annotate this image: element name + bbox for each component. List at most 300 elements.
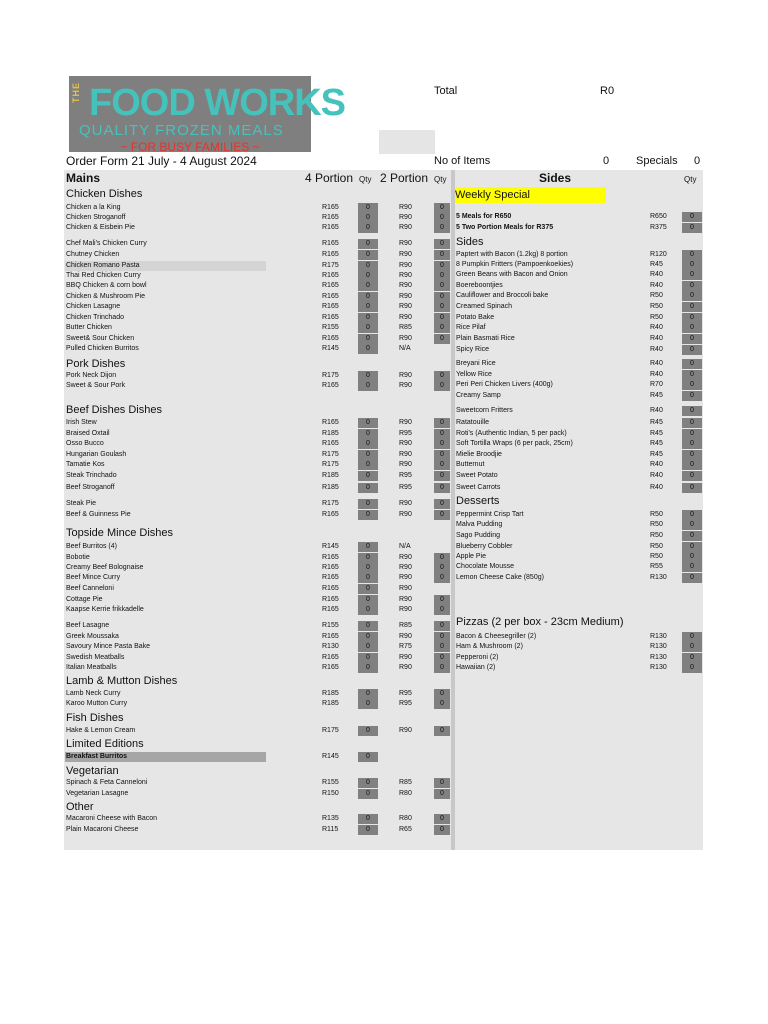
qty-input[interactable]: 0 xyxy=(682,250,702,260)
price: R40 xyxy=(650,335,663,342)
qty-input[interactable]: 0 xyxy=(682,439,702,449)
item-name: 5 Two Portion Meals for R375 xyxy=(456,224,554,231)
menu-row xyxy=(66,371,452,381)
side-row xyxy=(456,291,702,301)
item-name: Lamb Neck Curry xyxy=(66,690,121,697)
item-name: Osso Bucco xyxy=(66,440,104,447)
qty-2-portion-input[interactable]: 0 xyxy=(434,621,450,631)
qty-4-portion-input[interactable]: 0 xyxy=(358,371,378,381)
item-name: Pepperoni (2) xyxy=(456,654,499,661)
qty-4-portion-input[interactable]: 0 xyxy=(358,584,378,594)
side-row xyxy=(456,391,702,401)
qty-4-portion-input[interactable]: 0 xyxy=(358,323,378,333)
menu-row xyxy=(66,313,452,323)
price: R50 xyxy=(650,521,663,528)
menu-row xyxy=(66,510,452,520)
qty-input[interactable]: 0 xyxy=(682,450,702,460)
price: R40 xyxy=(650,407,663,414)
price-2-portion: R90 xyxy=(399,372,412,379)
mains-section-heading: Beef Dishes Dishes xyxy=(66,404,162,416)
qty-4-portion-input[interactable]: 0 xyxy=(358,261,378,271)
price-4-portion: R165 xyxy=(322,240,339,247)
qty-2-portion-input[interactable]: 0 xyxy=(434,726,450,736)
item-name: Italian Meatballs xyxy=(66,664,117,671)
qty-input[interactable]: 0 xyxy=(682,552,702,562)
item-name: Chicken & Eisbein Pie xyxy=(66,224,135,231)
side-row xyxy=(456,531,702,541)
qty-4-portion-input[interactable]: 0 xyxy=(358,203,378,213)
mains-section-heading: Other xyxy=(66,801,94,813)
qty-2-portion-input[interactable]: 0 xyxy=(434,573,450,583)
mains-section-heading: Fish Dishes xyxy=(66,712,124,724)
item-name: Breakfast Burritos xyxy=(66,753,128,760)
qty-2-portion-input[interactable]: 0 xyxy=(434,213,450,223)
menu-row xyxy=(66,563,452,573)
item-name: Beef Stroganoff xyxy=(66,484,115,491)
price-2-portion: R95 xyxy=(399,472,412,479)
qty-2-portion-input[interactable]: 0 xyxy=(434,778,450,788)
price: R50 xyxy=(650,292,663,299)
item-name: Malva Pudding xyxy=(456,521,503,528)
qty-4-portion-input[interactable]: 0 xyxy=(358,250,378,260)
qty-input[interactable]: 0 xyxy=(682,212,702,222)
price-2-portion: R90 xyxy=(399,500,412,507)
price-4-portion: R165 xyxy=(322,633,339,640)
price-2-portion: N/A xyxy=(399,345,411,352)
side-row xyxy=(456,345,702,355)
price-2-portion: R90 xyxy=(399,303,412,310)
price-2-portion: R90 xyxy=(399,451,412,458)
price: R45 xyxy=(650,419,663,426)
logo-the: THE xyxy=(71,82,81,103)
price-4-portion: R165 xyxy=(322,511,339,518)
price-4-portion: R165 xyxy=(322,272,339,279)
qty-2-portion-input[interactable]: 0 xyxy=(434,203,450,213)
side-row xyxy=(456,281,702,291)
item-name: Bobotie xyxy=(66,554,90,561)
price-4-portion: R165 xyxy=(322,204,339,211)
qty-4-portion-input[interactable]: 0 xyxy=(358,563,378,573)
qty-2-portion-input[interactable]: 0 xyxy=(434,281,450,291)
qty-input[interactable]: 0 xyxy=(682,531,702,541)
price-2-portion: R85 xyxy=(399,779,412,786)
mains-section-heading: Vegetarian xyxy=(66,765,119,777)
qty-4-portion-input[interactable]: 0 xyxy=(358,595,378,605)
qty-input[interactable]: 0 xyxy=(682,562,702,572)
qty-4-portion-input[interactable]: 0 xyxy=(358,752,378,762)
item-name: Ham & Mushroom (2) xyxy=(456,643,523,650)
item-name: Ratatouille xyxy=(456,419,490,426)
qty-2-portion-input[interactable]: 0 xyxy=(434,605,450,615)
qty-4-portion-input[interactable]: 0 xyxy=(358,542,378,552)
qty-2-portion-input[interactable]: 0 xyxy=(434,439,450,449)
menu-row xyxy=(66,323,452,333)
price-4-portion: R150 xyxy=(322,790,339,797)
menu-row xyxy=(66,271,452,281)
price-2-portion: R80 xyxy=(399,815,412,822)
qty-4-portion-input[interactable]: 0 xyxy=(358,663,378,673)
qty-2-portion-input[interactable]: 0 xyxy=(434,689,450,699)
menu-row xyxy=(66,584,452,594)
qty-4-portion-input[interactable]: 0 xyxy=(358,573,378,583)
qty-input[interactable]: 0 xyxy=(682,313,702,323)
price-4-portion: R165 xyxy=(322,335,339,342)
qty-input[interactable]: 0 xyxy=(682,334,702,344)
qty-4-portion-input[interactable]: 0 xyxy=(358,271,378,281)
item-name: Beef & Guinness Pie xyxy=(66,511,131,518)
qty-input[interactable]: 0 xyxy=(682,370,702,380)
item-name: Sweetcorn Fritters xyxy=(456,407,513,414)
mains-section-heading: Limited Editions xyxy=(66,738,144,750)
item-name: Chef Mali's Chicken Curry xyxy=(66,240,147,247)
item-name: Peppermint Crisp Tart xyxy=(456,511,524,518)
total-label: Total xyxy=(434,85,458,97)
price-2-portion: R90 xyxy=(399,633,412,640)
qty-4-portion-input[interactable]: 0 xyxy=(358,213,378,223)
qty-4-portion-input[interactable]: 0 xyxy=(358,460,378,470)
mains-section-heading: Lamb & Mutton Dishes xyxy=(66,675,178,687)
item-name: Sweet Carrots xyxy=(456,484,501,491)
qty-2-portion-input[interactable]: 0 xyxy=(434,499,450,509)
side-row xyxy=(456,406,702,416)
qty-4-portion-input[interactable]: 0 xyxy=(358,450,378,460)
price-4-portion: R165 xyxy=(322,664,339,671)
qty-input[interactable]: 0 xyxy=(682,302,702,312)
sides-section-heading: Desserts xyxy=(456,495,500,507)
qty-4-portion-input[interactable]: 0 xyxy=(358,471,378,481)
qty-heading-sides: Qty xyxy=(684,175,697,184)
item-name: Chicken Trinchado xyxy=(66,314,124,321)
side-row xyxy=(456,323,702,333)
item-name: Apple Pie xyxy=(456,553,486,560)
price-2-portion: R90 xyxy=(399,251,412,258)
qty-4-portion-input[interactable]: 0 xyxy=(358,281,378,291)
qty-2-portion-input[interactable]: 0 xyxy=(434,313,450,323)
item-name: Thai Red Chicken Curry xyxy=(66,272,141,279)
price-2-portion: R90 xyxy=(399,461,412,468)
price-2-portion: R90 xyxy=(399,664,412,671)
menu-row xyxy=(66,381,452,391)
qty-input[interactable]: 0 xyxy=(682,281,702,291)
side-row xyxy=(456,302,702,312)
price: R45 xyxy=(650,440,663,447)
qty-input[interactable]: 0 xyxy=(682,573,702,583)
qty-2-portion-input[interactable]: 0 xyxy=(434,642,450,652)
qty-input[interactable]: 0 xyxy=(682,483,702,493)
price-2-portion: R85 xyxy=(399,324,412,331)
menu-row xyxy=(66,553,452,563)
qty-4-portion-input[interactable]: 0 xyxy=(358,699,378,709)
qty-input[interactable]: 0 xyxy=(682,642,702,652)
qty-4-portion-input[interactable]: 0 xyxy=(358,632,378,642)
menu-row xyxy=(66,789,452,799)
qty-input[interactable]: 0 xyxy=(682,653,702,663)
item-name: Pork Neck Dijon xyxy=(66,372,117,379)
price-4-portion: R165 xyxy=(322,596,339,603)
item-name: Yellow Rice xyxy=(456,371,492,378)
qty-4-portion-input[interactable]: 0 xyxy=(358,483,378,493)
price-4-portion: R165 xyxy=(322,554,339,561)
price: R40 xyxy=(650,282,663,289)
side-row xyxy=(456,212,702,222)
price: R40 xyxy=(650,346,663,353)
price: R120 xyxy=(650,251,667,258)
item-name: Potato Bake xyxy=(456,314,495,321)
qty-2-portion-input[interactable]: 0 xyxy=(434,553,450,563)
qty-input[interactable]: 0 xyxy=(682,260,702,270)
item-name: Breyani Rice xyxy=(456,360,496,367)
price-2-portion: R90 xyxy=(399,727,412,734)
price-4-portion: R175 xyxy=(322,451,339,458)
qty-2-portion-input[interactable]: 0 xyxy=(434,563,450,573)
price-4-portion: R135 xyxy=(322,815,339,822)
side-row xyxy=(456,542,702,552)
qty-4-portion-input[interactable]: 0 xyxy=(358,223,378,233)
menu-row xyxy=(66,653,452,663)
sides-section-heading: Pizzas (2 per box - 23cm Medium) xyxy=(456,616,624,628)
qty-4-portion-input[interactable]: 0 xyxy=(358,344,378,354)
qty-input[interactable]: 0 xyxy=(682,323,702,333)
price-4-portion: R165 xyxy=(322,293,339,300)
price-2-portion: R90 xyxy=(399,224,412,231)
price-2-portion: R90 xyxy=(399,585,412,592)
menu-row xyxy=(66,621,452,631)
price: R40 xyxy=(650,360,663,367)
side-row xyxy=(456,429,702,439)
qty-2-portion-input[interactable]: 0 xyxy=(434,825,450,835)
qty-input[interactable]: 0 xyxy=(682,359,702,369)
item-name: Creamy Beef Bolognaise xyxy=(66,564,144,571)
qty-input[interactable]: 0 xyxy=(682,632,702,642)
qty-2-portion-input[interactable]: 0 xyxy=(434,418,450,428)
qty-2-portion-input[interactable]: 0 xyxy=(434,261,450,271)
qty-2-portion-input[interactable]: 0 xyxy=(434,271,450,281)
qty-input[interactable]: 0 xyxy=(682,291,702,301)
qty-input[interactable]: 0 xyxy=(682,520,702,530)
qty-2-portion-input[interactable]: 0 xyxy=(434,632,450,642)
side-row xyxy=(456,334,702,344)
menu-row xyxy=(66,642,452,652)
price-2-portion: R90 xyxy=(399,554,412,561)
qty-2-portion-input[interactable]: 0 xyxy=(434,292,450,302)
qty-2-portion-input[interactable]: 0 xyxy=(434,429,450,439)
qty-4-portion-input[interactable]: 0 xyxy=(358,653,378,663)
qty-4-portion-input[interactable]: 0 xyxy=(358,689,378,699)
qty-4-portion-input[interactable]: 0 xyxy=(358,778,378,788)
item-name: Irish Stew xyxy=(66,419,97,426)
item-name: BBQ Chicken & corn bowl xyxy=(66,282,147,289)
qty-4-portion-input[interactable]: 0 xyxy=(358,439,378,449)
qty-2-portion-input[interactable]: 0 xyxy=(434,663,450,673)
qty-2-portion-input[interactable]: 0 xyxy=(434,595,450,605)
item-name: Creamed Spinach xyxy=(456,303,513,310)
item-name: Vegetarian Lasagne xyxy=(66,790,129,797)
side-row xyxy=(456,632,702,642)
item-name: Hake & Lemon Cream xyxy=(66,727,136,734)
qty-2-portion-input[interactable]: 0 xyxy=(434,483,450,493)
price-4-portion: R165 xyxy=(322,282,339,289)
price: R55 xyxy=(650,563,663,570)
qty-input[interactable]: 0 xyxy=(682,391,702,401)
qty-4-portion-input[interactable]: 0 xyxy=(358,418,378,428)
qty-2-portion-input[interactable]: 0 xyxy=(434,699,450,709)
price-4-portion: R155 xyxy=(322,779,339,786)
item-name: Savoury Mince Pasta Bake xyxy=(66,643,151,650)
qty-2-portion-input[interactable]: 0 xyxy=(434,302,450,312)
qty-2-portion-input[interactable]: 0 xyxy=(434,381,450,391)
price-2-portion: R90 xyxy=(399,262,412,269)
price-4-portion: R165 xyxy=(322,585,339,592)
qty-2-portion-input[interactable]: 0 xyxy=(434,450,450,460)
price-2-portion: R90 xyxy=(399,511,412,518)
price: R45 xyxy=(650,451,663,458)
qty-4-portion-input[interactable]: 0 xyxy=(358,334,378,344)
items-count: 0 xyxy=(603,155,610,167)
qty-4-portion-input[interactable]: 0 xyxy=(358,605,378,615)
qty-input[interactable]: 0 xyxy=(682,471,702,481)
price-2-portion: R90 xyxy=(399,335,412,342)
price-2-portion: R85 xyxy=(399,622,412,629)
qty-input[interactable]: 0 xyxy=(682,380,702,390)
price: R50 xyxy=(650,303,663,310)
qty-2-portion-input[interactable]: 0 xyxy=(434,789,450,799)
menu-row xyxy=(66,663,452,673)
qty-4-portion-input[interactable]: 0 xyxy=(358,825,378,835)
price-4-portion: R175 xyxy=(322,262,339,269)
menu-row xyxy=(66,344,452,354)
item-name: Steak Pie xyxy=(66,500,96,507)
price: R50 xyxy=(650,543,663,550)
qty-4-portion-input[interactable]: 0 xyxy=(358,814,378,824)
qty-input[interactable]: 0 xyxy=(682,418,702,428)
qty-input[interactable]: 0 xyxy=(682,406,702,416)
qty-4-portion-input[interactable]: 0 xyxy=(358,499,378,509)
qty-2-portion-input[interactable]: 0 xyxy=(434,223,450,233)
item-name: Paptert with Bacon (1.2kg) 8 portion xyxy=(456,251,568,258)
qty-2-portion-input[interactable]: 0 xyxy=(434,814,450,824)
item-name: Kaapse Kerrie frikkadelle xyxy=(66,606,144,613)
price-4-portion: R175 xyxy=(322,500,339,507)
menu-row xyxy=(66,429,452,439)
qty-4-portion-input[interactable]: 0 xyxy=(358,642,378,652)
qty-4-portion-input[interactable]: 0 xyxy=(358,726,378,736)
qty-input[interactable]: 0 xyxy=(682,460,702,470)
mains-section-heading: Pork Dishes xyxy=(66,358,126,370)
qty-2-portion-input[interactable]: 0 xyxy=(434,471,450,481)
price-2-portion: R90 xyxy=(399,272,412,279)
price-2-portion: N/A xyxy=(399,543,411,550)
price-4-portion: R130 xyxy=(322,643,339,650)
price: R70 xyxy=(650,381,663,388)
menu-row xyxy=(66,334,452,344)
price-4-portion: R145 xyxy=(322,543,339,550)
item-name: Butternut xyxy=(456,461,485,468)
price-4-portion: R175 xyxy=(322,372,339,379)
item-name: Pulled Chicken Burritos xyxy=(66,345,139,352)
item-name: Greek Moussaka xyxy=(66,633,119,640)
side-row xyxy=(456,663,702,673)
item-name: Beef Canneloni xyxy=(66,585,114,592)
logo-tagline: QUALITY FROZEN MEALS xyxy=(79,122,284,139)
price-2-portion: R95 xyxy=(399,430,412,437)
item-name: Sweet Potato xyxy=(456,472,498,479)
qty-4-portion-input[interactable]: 0 xyxy=(358,621,378,631)
side-row xyxy=(456,439,702,449)
side-row xyxy=(456,370,702,380)
price-2-portion: R90 xyxy=(399,204,412,211)
qty-input[interactable]: 0 xyxy=(682,345,702,355)
qty-input[interactable]: 0 xyxy=(682,663,702,673)
qty-4-portion-input[interactable]: 0 xyxy=(358,292,378,302)
side-row xyxy=(456,270,702,280)
menu-row xyxy=(66,632,452,642)
side-row xyxy=(456,223,702,233)
qty-input[interactable]: 0 xyxy=(682,542,702,552)
qty-input[interactable]: 0 xyxy=(682,270,702,280)
qty-4-portion-input[interactable]: 0 xyxy=(358,313,378,323)
qty-4-portion-input[interactable]: 0 xyxy=(358,381,378,391)
qty-input[interactable]: 0 xyxy=(682,223,702,233)
price-4-portion: R165 xyxy=(322,303,339,310)
qty-4-portion-input[interactable]: 0 xyxy=(358,302,378,312)
qty-4-portion-input[interactable]: 0 xyxy=(358,239,378,249)
qty-4-portion-input[interactable]: 0 xyxy=(358,510,378,520)
item-name: Swedish Meatballs xyxy=(66,654,125,661)
side-row xyxy=(456,520,702,530)
item-name: Rice Pilaf xyxy=(456,324,486,331)
qty-2-portion-input[interactable]: 0 xyxy=(434,371,450,381)
qty-input[interactable]: 0 xyxy=(682,510,702,520)
item-name: Beef Burritos (4) xyxy=(66,543,117,550)
item-name: Plain Macaroni Cheese xyxy=(66,826,139,833)
item-name: Beef Lasagne xyxy=(66,622,110,629)
menu-row xyxy=(66,418,452,428)
qty-2-portion-input[interactable]: 0 xyxy=(434,323,450,333)
qty-heading-4: Qty xyxy=(359,175,372,184)
price: R130 xyxy=(650,574,667,581)
qty-input[interactable]: 0 xyxy=(682,429,702,439)
menu-row xyxy=(66,203,452,213)
price-4-portion: R145 xyxy=(322,753,339,760)
menu-row xyxy=(66,223,452,233)
price-4-portion: R165 xyxy=(322,440,339,447)
qty-2-portion-input[interactable]: 0 xyxy=(434,460,450,470)
item-name: Braised Oxtail xyxy=(66,430,110,437)
qty-2-portion-input[interactable]: 0 xyxy=(434,250,450,260)
item-name: Chicken Stroganoff xyxy=(66,214,126,221)
price-4-portion: R175 xyxy=(322,727,339,734)
menu-row xyxy=(66,439,452,449)
side-row xyxy=(456,552,702,562)
menu-row xyxy=(66,302,452,312)
qty-2-portion-input[interactable]: 0 xyxy=(434,653,450,663)
qty-4-portion-input[interactable]: 0 xyxy=(358,789,378,799)
qty-4-portion-input[interactable]: 0 xyxy=(358,429,378,439)
price: R130 xyxy=(650,633,667,640)
qty-2-portion-input[interactable]: 0 xyxy=(434,510,450,520)
qty-2-portion-input[interactable]: 0 xyxy=(434,239,450,249)
specials-label: Specials xyxy=(636,155,678,167)
item-name: Chicken Lasagne xyxy=(66,303,121,310)
qty-2-portion-input[interactable]: 0 xyxy=(434,334,450,344)
price-4-portion: R165 xyxy=(322,419,339,426)
price-4-portion: R185 xyxy=(322,690,339,697)
menu-row xyxy=(66,213,452,223)
side-row xyxy=(456,260,702,270)
qty-4-portion-input[interactable]: 0 xyxy=(358,553,378,563)
price: R130 xyxy=(650,643,667,650)
mains-heading: Mains xyxy=(66,171,101,185)
